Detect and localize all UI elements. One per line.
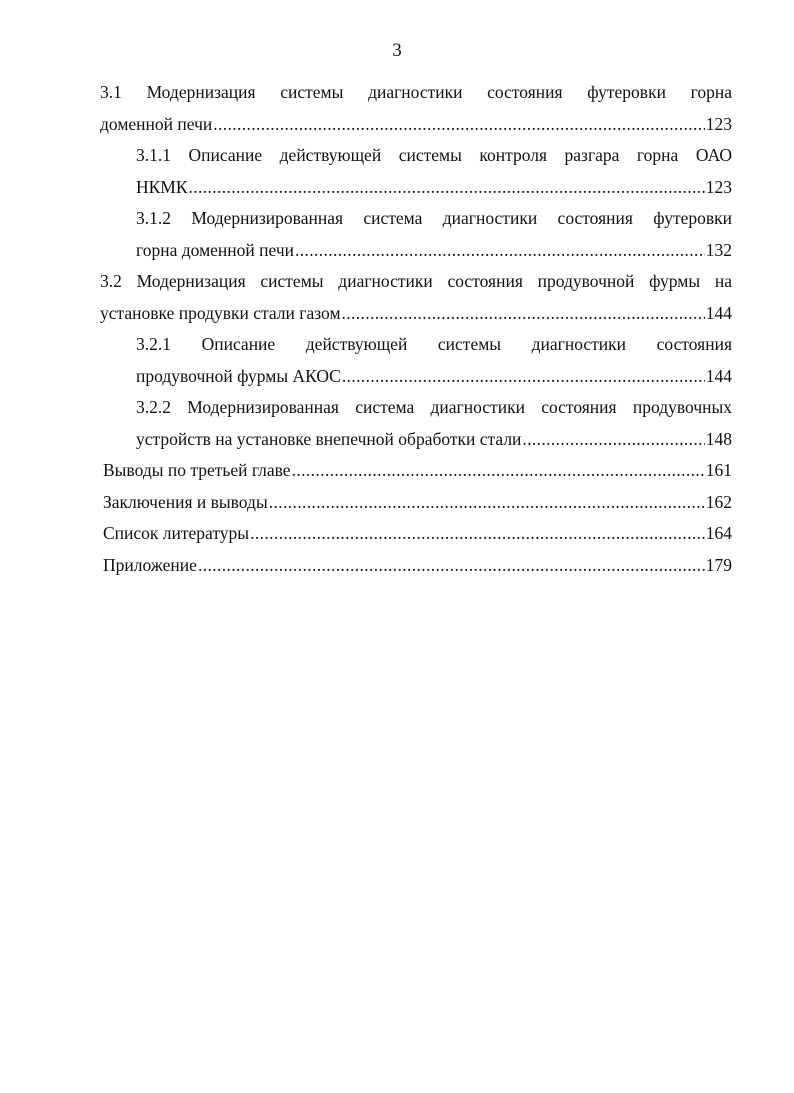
toc-entry-3-2 xyxy=(100,266,732,329)
toc-entry-title-cont: установке продувки стали газом xyxy=(100,302,341,323)
dot-leader xyxy=(269,487,705,519)
dot-leader xyxy=(522,424,704,456)
toc-entry-3-1-1 xyxy=(100,140,732,203)
toc-entry-title-cont: продувочной фурмы АКОС xyxy=(136,365,341,386)
toc-entry-references xyxy=(100,518,732,550)
toc-entry-title: 3.1.1 Описание действующей системы контроля разгара горна ОАО xyxy=(136,145,732,165)
dot-leader xyxy=(342,298,705,330)
dot-leader xyxy=(295,235,705,267)
toc-entry-title: Список литературы xyxy=(103,523,250,543)
toc-entry-title: 3.2 Модернизация системы диагностики состояния продувочной фурмы на xyxy=(100,271,732,291)
toc-page-number: 144 xyxy=(705,365,732,386)
toc-entry-3-2-1 xyxy=(100,329,732,392)
dot-leader xyxy=(292,455,705,487)
toc-entry-title: 3.1 Модернизация системы диагностики состояния футеровки горна xyxy=(100,82,732,102)
toc-entry-title-cont: НКМК xyxy=(136,176,188,197)
toc-entry-title: 3.2.2 Модернизированная система диагностики состояния продувочных xyxy=(136,397,732,417)
dot-leader xyxy=(213,109,705,141)
toc-entry-title-cont: устройств на установке внепечной обработки стали xyxy=(136,428,522,449)
toc-entry-title: 3.2.1 Описание действующей системы диагностики состояния xyxy=(136,334,732,354)
toc-entry-appendix xyxy=(100,550,732,582)
toc-entry-conclusions-ch3 xyxy=(100,455,732,487)
toc-page-number: 123 xyxy=(705,176,732,197)
dot-leader xyxy=(342,361,705,393)
dot-leader xyxy=(198,550,705,582)
toc-entry-conclusions xyxy=(100,487,732,519)
toc-entry-title: Заключения и выводы xyxy=(103,491,268,512)
toc-page-number: 148 xyxy=(705,428,732,449)
toc-page-number: 162 xyxy=(705,491,732,512)
toc-entry-title-cont: доменной печи xyxy=(100,113,213,134)
toc-page-number: 179 xyxy=(705,554,732,575)
toc-page-number: 123 xyxy=(705,113,732,134)
toc-entry-3-2-2 xyxy=(100,392,732,455)
page-number: 3 xyxy=(392,40,402,61)
toc-entry-3-1 xyxy=(100,77,732,140)
toc-page-number: 164 xyxy=(705,523,732,543)
toc-page-number: 144 xyxy=(705,302,732,323)
toc-entry-title: Выводы по третьей главе xyxy=(103,460,291,480)
toc-entry-title: 3.1.2 Модернизированная система диагностики состояния футеровки xyxy=(136,208,732,228)
toc-page-number: 132 xyxy=(705,239,732,260)
dot-leader xyxy=(189,172,705,204)
toc-entry-3-1-2 xyxy=(100,203,732,266)
toc-entry-title: Приложение xyxy=(103,554,197,575)
toc-entry-title-cont: горна доменной печи xyxy=(136,239,294,260)
toc-page-number: 161 xyxy=(705,460,732,480)
table-of-contents xyxy=(100,77,732,581)
dot-leader xyxy=(250,518,705,550)
